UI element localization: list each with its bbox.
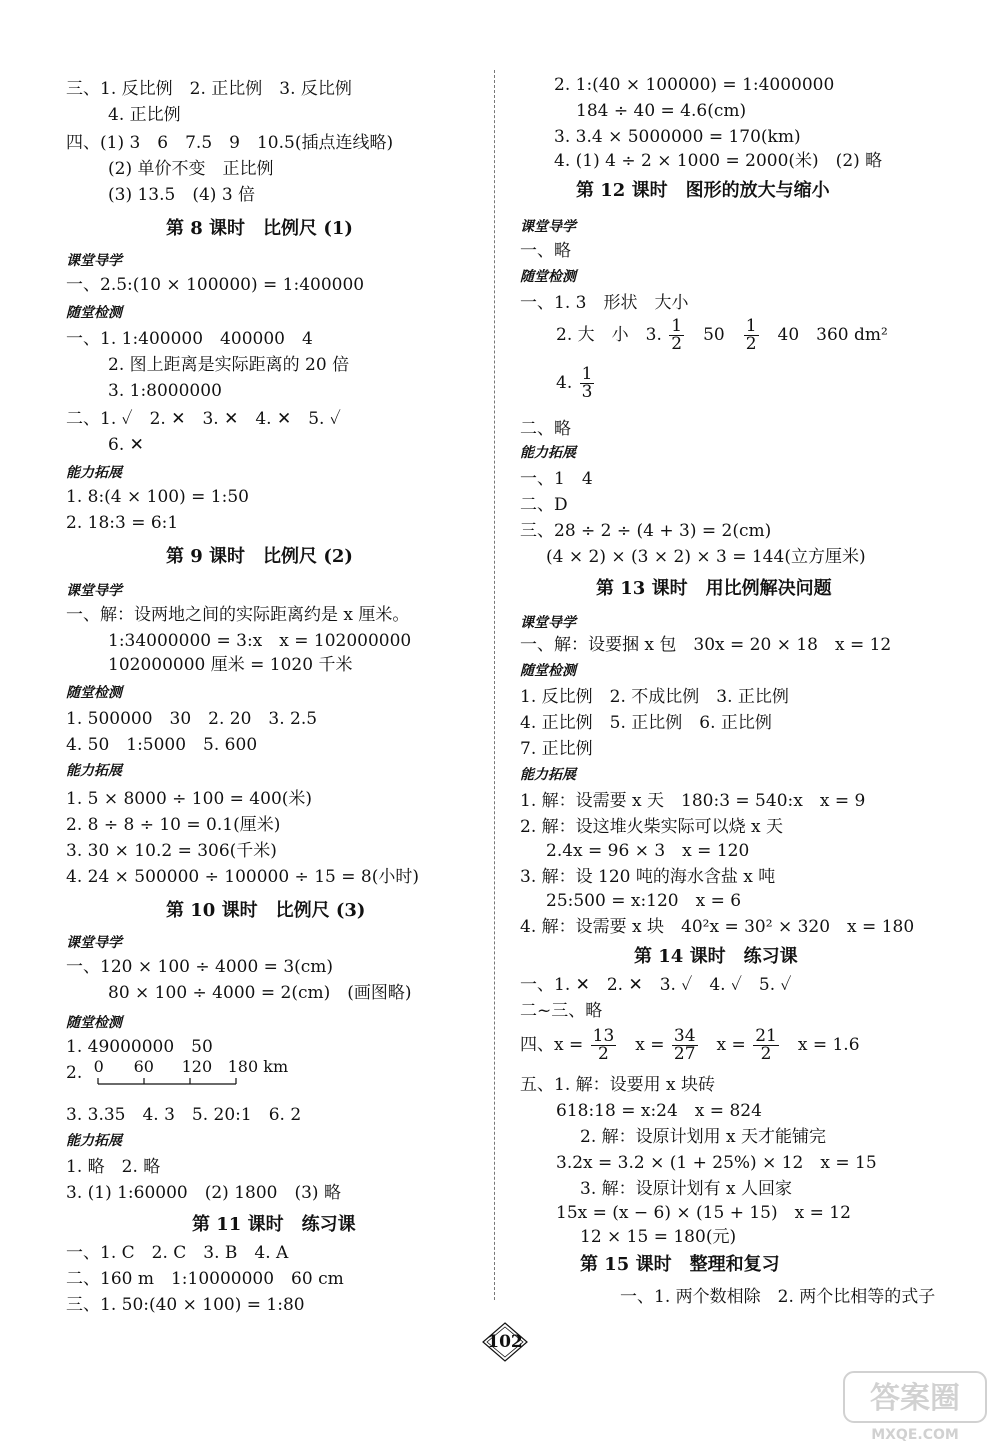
- section-label: 能力拓展: [66, 763, 122, 779]
- answer-line: 1. 略 2. 略: [66, 1157, 161, 1177]
- section-label: 随堂检测: [66, 305, 122, 321]
- fraction-denominator: 2: [760, 1044, 772, 1064]
- section-label: 课堂导学: [66, 583, 122, 599]
- answer-line: 一、1. 两个数相除 2. 两个比相等的式子: [620, 1287, 936, 1307]
- answer-line: 3. 30 × 10.2 = 306(千米): [66, 841, 277, 861]
- fraction-denominator: 3: [581, 382, 593, 402]
- fraction-numerator: 34: [673, 1026, 696, 1046]
- answer-line: 1. 反比例 2. 不成比例 3. 正比例: [520, 687, 789, 707]
- answer-line: 2. 解：设这堆火柴实际可以烧 x 天: [520, 817, 784, 837]
- fraction: [744, 318, 759, 353]
- lesson-heading: 第 11 课时 练习课: [192, 1214, 356, 1235]
- answer-line: 1. 8:(4 × 100) = 1:50: [66, 487, 249, 507]
- answer-line: 四、(1) 3 6 7.5 9 10.5(插点连线略): [66, 133, 394, 153]
- answer-line: 102000000 厘米 = 1020 千米: [108, 655, 353, 675]
- lesson-heading: 第 10 课时 比例尺 (3): [166, 900, 366, 921]
- lesson-heading: 第 12 课时 图形的放大与缩小: [576, 180, 830, 201]
- answer-line: 二、1. ✓ 2. ✕ 3. ✕ 4. ✕ 5. ✓: [66, 409, 341, 429]
- answer-line: 二、160 m 1:10000000 60 cm: [66, 1269, 344, 1289]
- answer-line: 一、1. C 2. C 3. B 4. A: [66, 1243, 289, 1263]
- svg-text:MXQE.COM: MXQE.COM: [871, 1427, 959, 1443]
- answer-line: (2) 单价不变 正比例: [108, 159, 274, 179]
- answer-line: 3. 解：设原计划有 x 人回家: [580, 1179, 793, 1199]
- answer-line: 二~三、略: [520, 1001, 603, 1021]
- scale-bar-label: 120: [181, 1057, 213, 1076]
- answer-line: 15x = (x − 6) × (15 + 15) x = 12: [556, 1203, 851, 1223]
- answer-line: 2. 18:3 = 6:1: [66, 513, 179, 533]
- answer-line: 2. 解：设原计划用 x 天才能铺完: [580, 1127, 827, 1147]
- answer-line: 2.4x = 96 × 3 x = 120: [546, 841, 750, 861]
- answer-line: 1. 500000 30 2. 20 3. 2.5: [66, 709, 318, 729]
- answer-line: 80 × 100 ÷ 4000 = 2(cm) (画图略): [108, 983, 412, 1003]
- answer-line: 一、120 × 100 ÷ 4000 = 3(cm): [66, 957, 334, 977]
- fraction-denominator: 2: [745, 334, 757, 354]
- answer-line: 4. (1) 4 ÷ 2 × 1000 = 2000(米) (2) 略: [554, 151, 883, 171]
- answer-text: 四、x =: [520, 1035, 589, 1055]
- answer-line: 一、解：设要捆 x 包 30x = 20 × 18 x = 12: [520, 635, 892, 655]
- section-label: 随堂检测: [66, 1015, 122, 1031]
- answer-text: x = 1.6: [780, 1035, 860, 1055]
- scale-bar-label: 60: [133, 1057, 154, 1076]
- lesson-heading: 第 15 课时 整理和复习: [580, 1254, 780, 1275]
- column-divider: [494, 70, 495, 1300]
- answer-line: 一、解：设两地之间的实际距离约是 x 厘米。: [66, 605, 410, 625]
- answer-line: 1. 49000000 50: [66, 1037, 213, 1057]
- answer-line: 6. ✕: [108, 435, 144, 455]
- answer-line: 2. 图上距离是实际距离的 20 倍: [108, 355, 350, 375]
- answer-line: 2. 1:(40 × 100000) = 1:4000000: [554, 75, 835, 95]
- answer-line: 三、1. 50:(40 × 100) = 1:80: [66, 1295, 305, 1315]
- answer-line: 3. 解：设 120 吨的海水含盐 x 吨: [520, 867, 776, 887]
- answer-line: 7. 正比例: [520, 739, 593, 759]
- answer-line: 一、2.5:(10 × 100000) = 1:400000: [66, 275, 365, 295]
- answer-line: 3.2x = 3.2 × (1 + 25%) × 12 x = 15: [556, 1153, 877, 1173]
- answer-line: (4 × 2) × (3 × 2) × 3 = 144(立方厘米): [546, 547, 866, 567]
- answer-line: 4. 50 1:5000 5. 600: [66, 735, 258, 755]
- answer-text: x =: [618, 1035, 670, 1055]
- section-label: 课堂导学: [520, 615, 576, 631]
- answer-line: [520, 1028, 860, 1063]
- fraction-numerator: 1: [671, 316, 683, 336]
- section-label: 能力拓展: [520, 445, 576, 461]
- fraction: [580, 366, 595, 401]
- answer-line: 3. 3.4 × 5000000 = 170(km): [554, 127, 801, 147]
- answer-line: 12 × 15 = 180(元): [580, 1227, 737, 1247]
- scale-bar-answer: [66, 1057, 289, 1092]
- svg-text:答案圈: 答案圈: [870, 1381, 960, 1416]
- page-number: 102: [487, 1332, 523, 1352]
- answer-line: 二、略: [520, 419, 571, 439]
- fraction-denominator: 2: [671, 334, 683, 354]
- answer-line: 4. 解：设需要 x 块 40²x = 30² × 320 x = 180: [520, 917, 915, 937]
- answer-line: 三、1. 反比例 2. 正比例 3. 反比例: [66, 79, 352, 99]
- lesson-heading: 第 8 课时 比例尺 (1): [166, 218, 353, 239]
- lesson-heading: 第 13 课时 用比例解决问题: [596, 578, 832, 599]
- section-label: 随堂检测: [520, 663, 576, 679]
- fraction: [753, 1028, 779, 1063]
- answer-line: 4. 正比例: [108, 105, 181, 125]
- section-label: 能力拓展: [66, 465, 122, 481]
- watermark-seal-icon: [840, 1368, 990, 1444]
- section-label: 能力拓展: [66, 1133, 122, 1149]
- section-label: 课堂导学: [66, 253, 122, 269]
- answer-number: 2.: [66, 1063, 88, 1083]
- answer-line: 184 ÷ 40 = 4.6(cm): [576, 101, 747, 121]
- scale-bar: [88, 1057, 289, 1092]
- answer-text: 2. 大 小 3.: [556, 325, 668, 345]
- answer-line: (3) 13.5 (4) 3 倍: [108, 185, 256, 205]
- section-label: 随堂检测: [520, 269, 576, 285]
- section-label: 课堂导学: [66, 935, 122, 951]
- answer-text: 40 360 dm²: [760, 325, 888, 345]
- answer-line: [556, 318, 888, 353]
- answer-line: 1. 解：设需要 x 天 180:3 = 540:x x = 9: [520, 791, 866, 811]
- answer-line: 4. 正比例 5. 正比例 6. 正比例: [520, 713, 772, 733]
- answer-line: 一、1. ✕ 2. ✕ 3. ✓ 4. ✓ 5. ✓: [520, 975, 792, 995]
- answer-line: 3. (1) 1:60000 (2) 1800 (3) 略: [66, 1183, 341, 1203]
- fraction: [669, 318, 684, 353]
- fraction-denominator: 27: [673, 1044, 696, 1064]
- answer-text: 4.: [556, 373, 578, 393]
- answer-line: 五、1. 解：设要用 x 块砖: [520, 1075, 716, 1095]
- fraction-numerator: 1: [745, 316, 757, 336]
- section-label: 课堂导学: [520, 219, 576, 235]
- fraction: [672, 1028, 698, 1063]
- answer-line: 618:18 = x:24 x = 824: [556, 1101, 762, 1121]
- answer-line: [556, 366, 596, 401]
- answer-text: x =: [699, 1035, 752, 1055]
- answer-line: 1. 5 × 8000 ÷ 100 = 400(米): [66, 789, 313, 809]
- answer-line: 二、D: [520, 495, 568, 515]
- section-label: 能力拓展: [520, 767, 576, 783]
- fraction-denominator: 2: [598, 1044, 609, 1064]
- answer-line: 25:500 = x:120 x = 6: [546, 891, 742, 911]
- answer-line: 三、28 ÷ 2 ÷ (4 + 3) = 2(cm): [520, 521, 772, 541]
- fraction: [591, 1028, 617, 1063]
- answer-line: 1:34000000 = 3:x x = 102000000: [108, 631, 412, 651]
- fraction-numerator: 1: [581, 364, 593, 384]
- scale-bar-line: [90, 1078, 250, 1088]
- answer-line: 一、略: [520, 241, 571, 261]
- lesson-heading: 第 14 课时 练习课: [634, 946, 798, 967]
- fraction-numerator: 13: [592, 1026, 615, 1046]
- answer-line: 一、1. 1:400000 400000 4: [66, 329, 313, 349]
- lesson-heading: 第 9 课时 比例尺 (2): [166, 546, 353, 567]
- watermark-logo: [840, 1368, 990, 1444]
- answer-line: 3. 1:8000000: [108, 381, 222, 401]
- fraction-numerator: 21: [755, 1026, 777, 1046]
- answer-line: 一、1. 3 形状 大小: [520, 293, 689, 313]
- answer-line: 3. 3.35 4. 3 5. 20:1 6. 2: [66, 1105, 302, 1125]
- answer-line: 一、1 4: [520, 469, 593, 489]
- scale-bar-label: 0: [93, 1057, 104, 1076]
- scale-bar-label: 180 km: [227, 1057, 289, 1076]
- section-label: 随堂检测: [66, 685, 122, 701]
- page-number-badge: [480, 1322, 530, 1362]
- answer-line: 4. 24 × 500000 ÷ 100000 ÷ 15 = 8(小时): [66, 867, 419, 887]
- answer-line: 2. 8 ÷ 8 ÷ 10 = 0.1(厘米): [66, 815, 281, 835]
- answer-text: 50: [686, 325, 742, 345]
